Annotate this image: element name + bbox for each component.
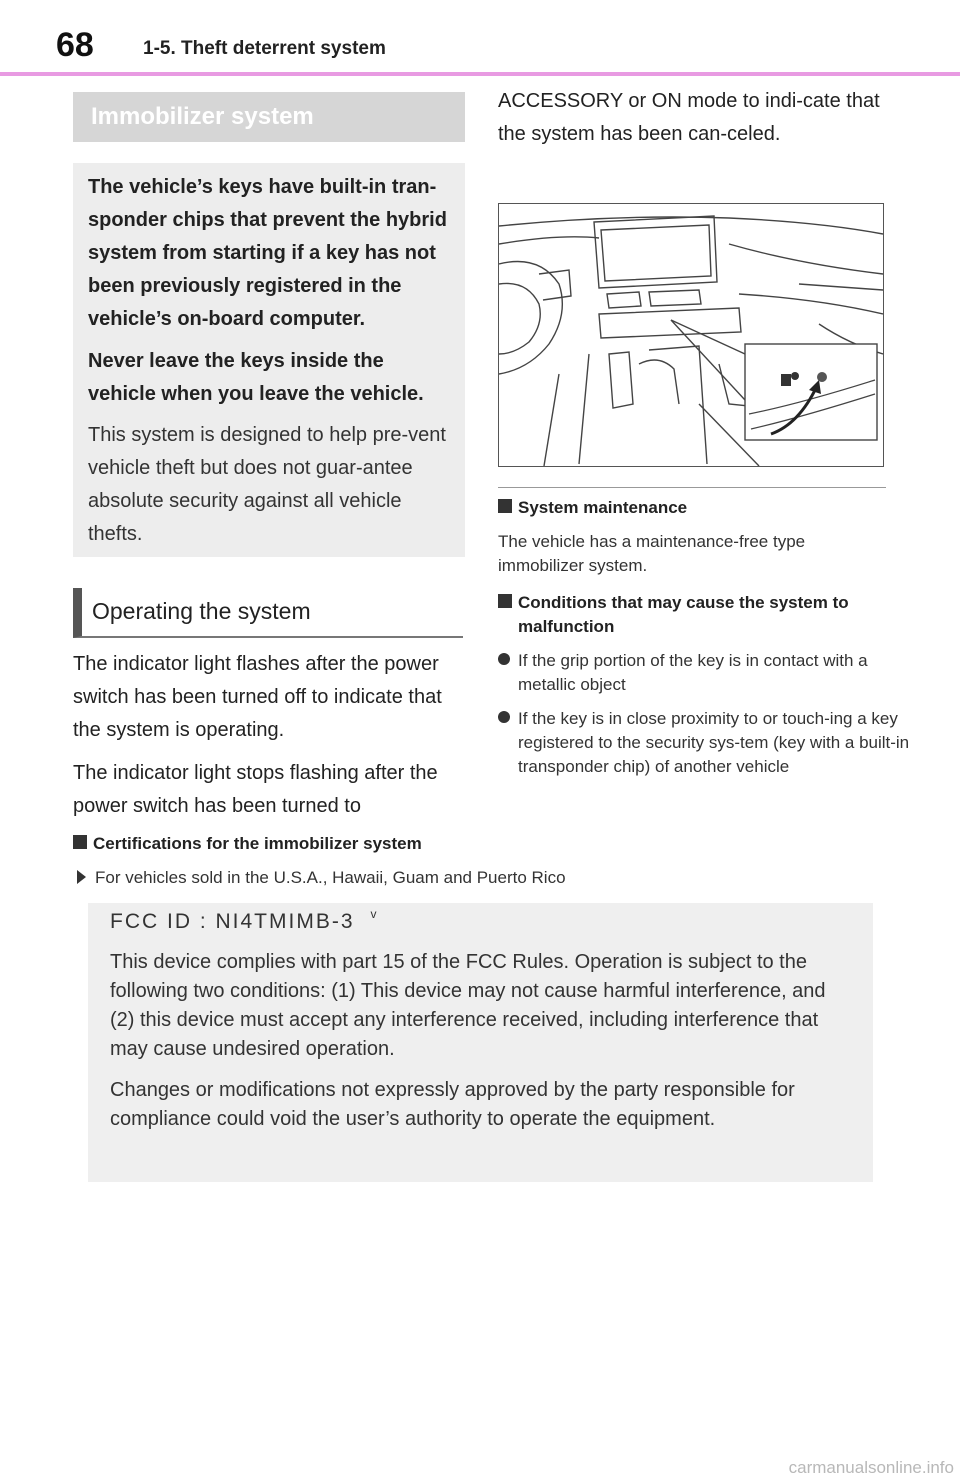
square-bullet-icon <box>498 594 512 608</box>
operating-para-2: The indicator light stops flashing after the power switch has been turned to <box>73 762 438 817</box>
intro-bold-text: The vehicle’s keys have built-in tran-sponder chips that prevent the hybrid system from starting if a key has not been previously registered in the vehicle’s on-board computer. <box>88 176 447 330</box>
intro-box <box>73 163 465 557</box>
page-number: 68 <box>56 26 94 64</box>
square-bullet-icon <box>498 499 512 513</box>
malfunction-heading: Conditions that may cause the system to malfunction <box>498 591 918 639</box>
column-divider <box>498 487 886 488</box>
section-title-immobilizer: Immobilizer system <box>73 92 465 142</box>
certifications-region: For vehicles sold in the U.S.A., Hawaii, Guam and Puerto Rico <box>73 866 773 890</box>
fcc-compliance-text: This device complies with part 15 of the FCC Rules. Operation is subject to the following two conditions: (1) This device may not cause harmful interference, and (2) this device must accept any interference received, including interference that may cause undesired operation. <box>110 951 826 1060</box>
square-bullet-icon <box>73 835 87 849</box>
maintenance-heading: System maintenance <box>498 496 898 520</box>
fcc-id: FCC ID : NI4TMIMB-3 $^v$ <box>110 907 379 933</box>
chapter-title: 1-5. Theft deterrent system <box>143 38 386 59</box>
section-title-operating: Operating the system <box>73 588 463 638</box>
header-divider <box>0 72 960 76</box>
fcc-statement-box <box>88 903 873 1182</box>
round-bullet-icon <box>498 711 510 723</box>
maintenance-text: The vehicle has a maintenance-free type immobilizer system. <box>498 532 806 575</box>
operating-para-1: The indicator light flashes after the power switch has been turned off to indicate that the system is operating. <box>73 653 442 741</box>
operating-para-2-continued: ACCESSORY or ON mode to indi-cate that the system has been can-celed. <box>498 90 880 145</box>
triangle-bullet-icon <box>77 870 86 884</box>
round-bullet-icon <box>498 653 510 665</box>
malfunction-bullet-1: If the grip portion of the key is in contact with a metallic object <box>498 649 913 697</box>
fcc-modification-warning: Changes or modifications not expressly approved by the party responsible for compliance could void the user’s authority to operate the equipment. <box>110 1079 795 1130</box>
dashboard-drawing <box>499 204 883 466</box>
intro-plain-text: This system is designed to help pre-vent vehicle theft but does not guar-antee absolute security against all vehicle thefts. <box>88 424 446 545</box>
warning-text: Never leave the keys inside the vehicle when you leave the vehicle. <box>88 350 424 405</box>
site-watermark: carmanualsonline.info <box>788 1458 954 1477</box>
certifications-heading: Certifications for the immobilizer system <box>73 832 673 856</box>
dashboard-illustration <box>498 203 884 467</box>
malfunction-bullet-2: If the key is in close proximity to or touch-ing a key registered to the security sys-tem (key with a built-in transponder chip) of another vehicle <box>498 707 913 779</box>
fcc-mark: v <box>370 907 379 921</box>
